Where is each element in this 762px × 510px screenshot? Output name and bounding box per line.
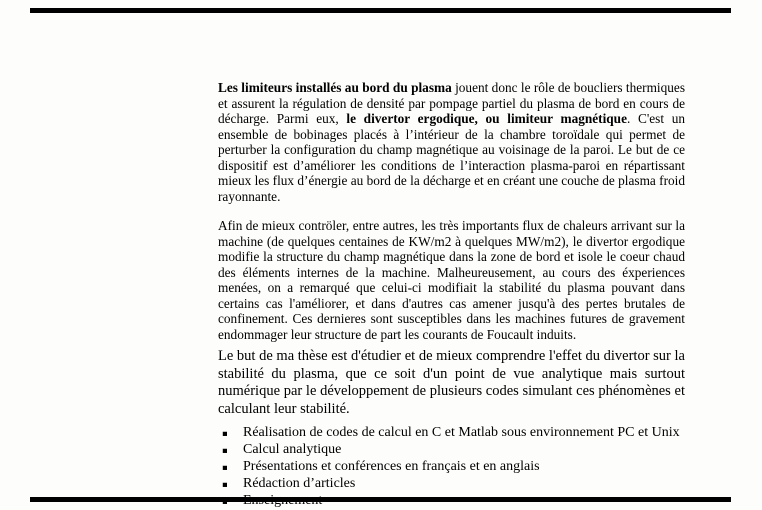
bullet-square-icon: ▪ (222, 429, 228, 439)
paragraph-controle-flux (218, 218, 685, 342)
bullet-square-icon: ▪ (222, 446, 228, 456)
top-rule (30, 8, 731, 13)
list-item-label: Présentations et conférences en français et en anglais (243, 459, 540, 474)
page-content (218, 80, 685, 510)
bullet-square-icon: ▪ (222, 497, 228, 507)
paragraph-limiteurs (218, 80, 685, 204)
bold-divertor-ergodique: le divertor ergodique, ou limiteur magnétique (346, 111, 627, 126)
list-item-label: Rédaction d’articles (243, 476, 356, 491)
paragraph-text: Afin de mieux contröler, entre autres, les très importants flux de chaleurs arrivant sur la machine (de quelques centaines de KW/m2 à quelques MW/m2), le divertor ergodique modifie la structure du champ magnétique dans la zone de bord et isole le coeur chaud des éléments internes de la machine. Malheureusement, au cours des éxperiences menées, on a remarqué que celui-ci modifiait la stabilité du plasma pouvant dans certains cas l'améliorer, et dans d'autres cas amener jusqu'à des pertes brutales de confinement. Ces dernieres sont susceptibles dans les machines futures de gravement endommager leur structure de part les courants de Foucault induits. (218, 218, 685, 342)
paragraph-text: jouent donc le rôle de boucliers thermiques et assurent la régulation de densité par pompage partiel du plasma de bord en cours de décharge. Parmi eux, (218, 80, 685, 126)
list-item-label: Enseignement (243, 493, 323, 508)
bold-lead-limiteurs: Les limiteurs installés au bord du plasma (218, 80, 452, 95)
bullet-square-icon: ▪ (222, 480, 228, 490)
list-item (218, 476, 685, 493)
list-item (218, 459, 685, 476)
list-item-label: Calcul analytique (243, 442, 342, 457)
paragraph-text: Le but de ma thèse est d'étudier et de mieux comprendre l'effet du divertor sur la stabilité du plasma, que ce soit d'un point de vue analytique mais surtout numérique par le développement de plusieurs codes simulant ces phénomènes et calculant leur stabilité. (218, 348, 685, 417)
list-item (218, 442, 685, 459)
paragraph-but-these (218, 348, 685, 418)
paragraph-text: . C'est un ensemble de bobinages placés à l’intérieur de la chambre toroïdale qui permet de perturber la configuration du champ magnétique au voisinage de la paroi. Le but de ce dispositif est d’améliorer les conditions de l’interaction plasma-paroi en répartissant mieux les flux d’énergie au bord de la décharge et en créant une couche de plasma froid rayonnante. (218, 111, 686, 204)
list-item-label: Réalisation de codes de calcul en C et Matlab sous environnement PC et Unix (243, 425, 680, 440)
list-item (218, 493, 685, 510)
list-item (218, 425, 685, 442)
skills-list (218, 425, 685, 510)
bullet-square-icon: ▪ (222, 463, 228, 473)
